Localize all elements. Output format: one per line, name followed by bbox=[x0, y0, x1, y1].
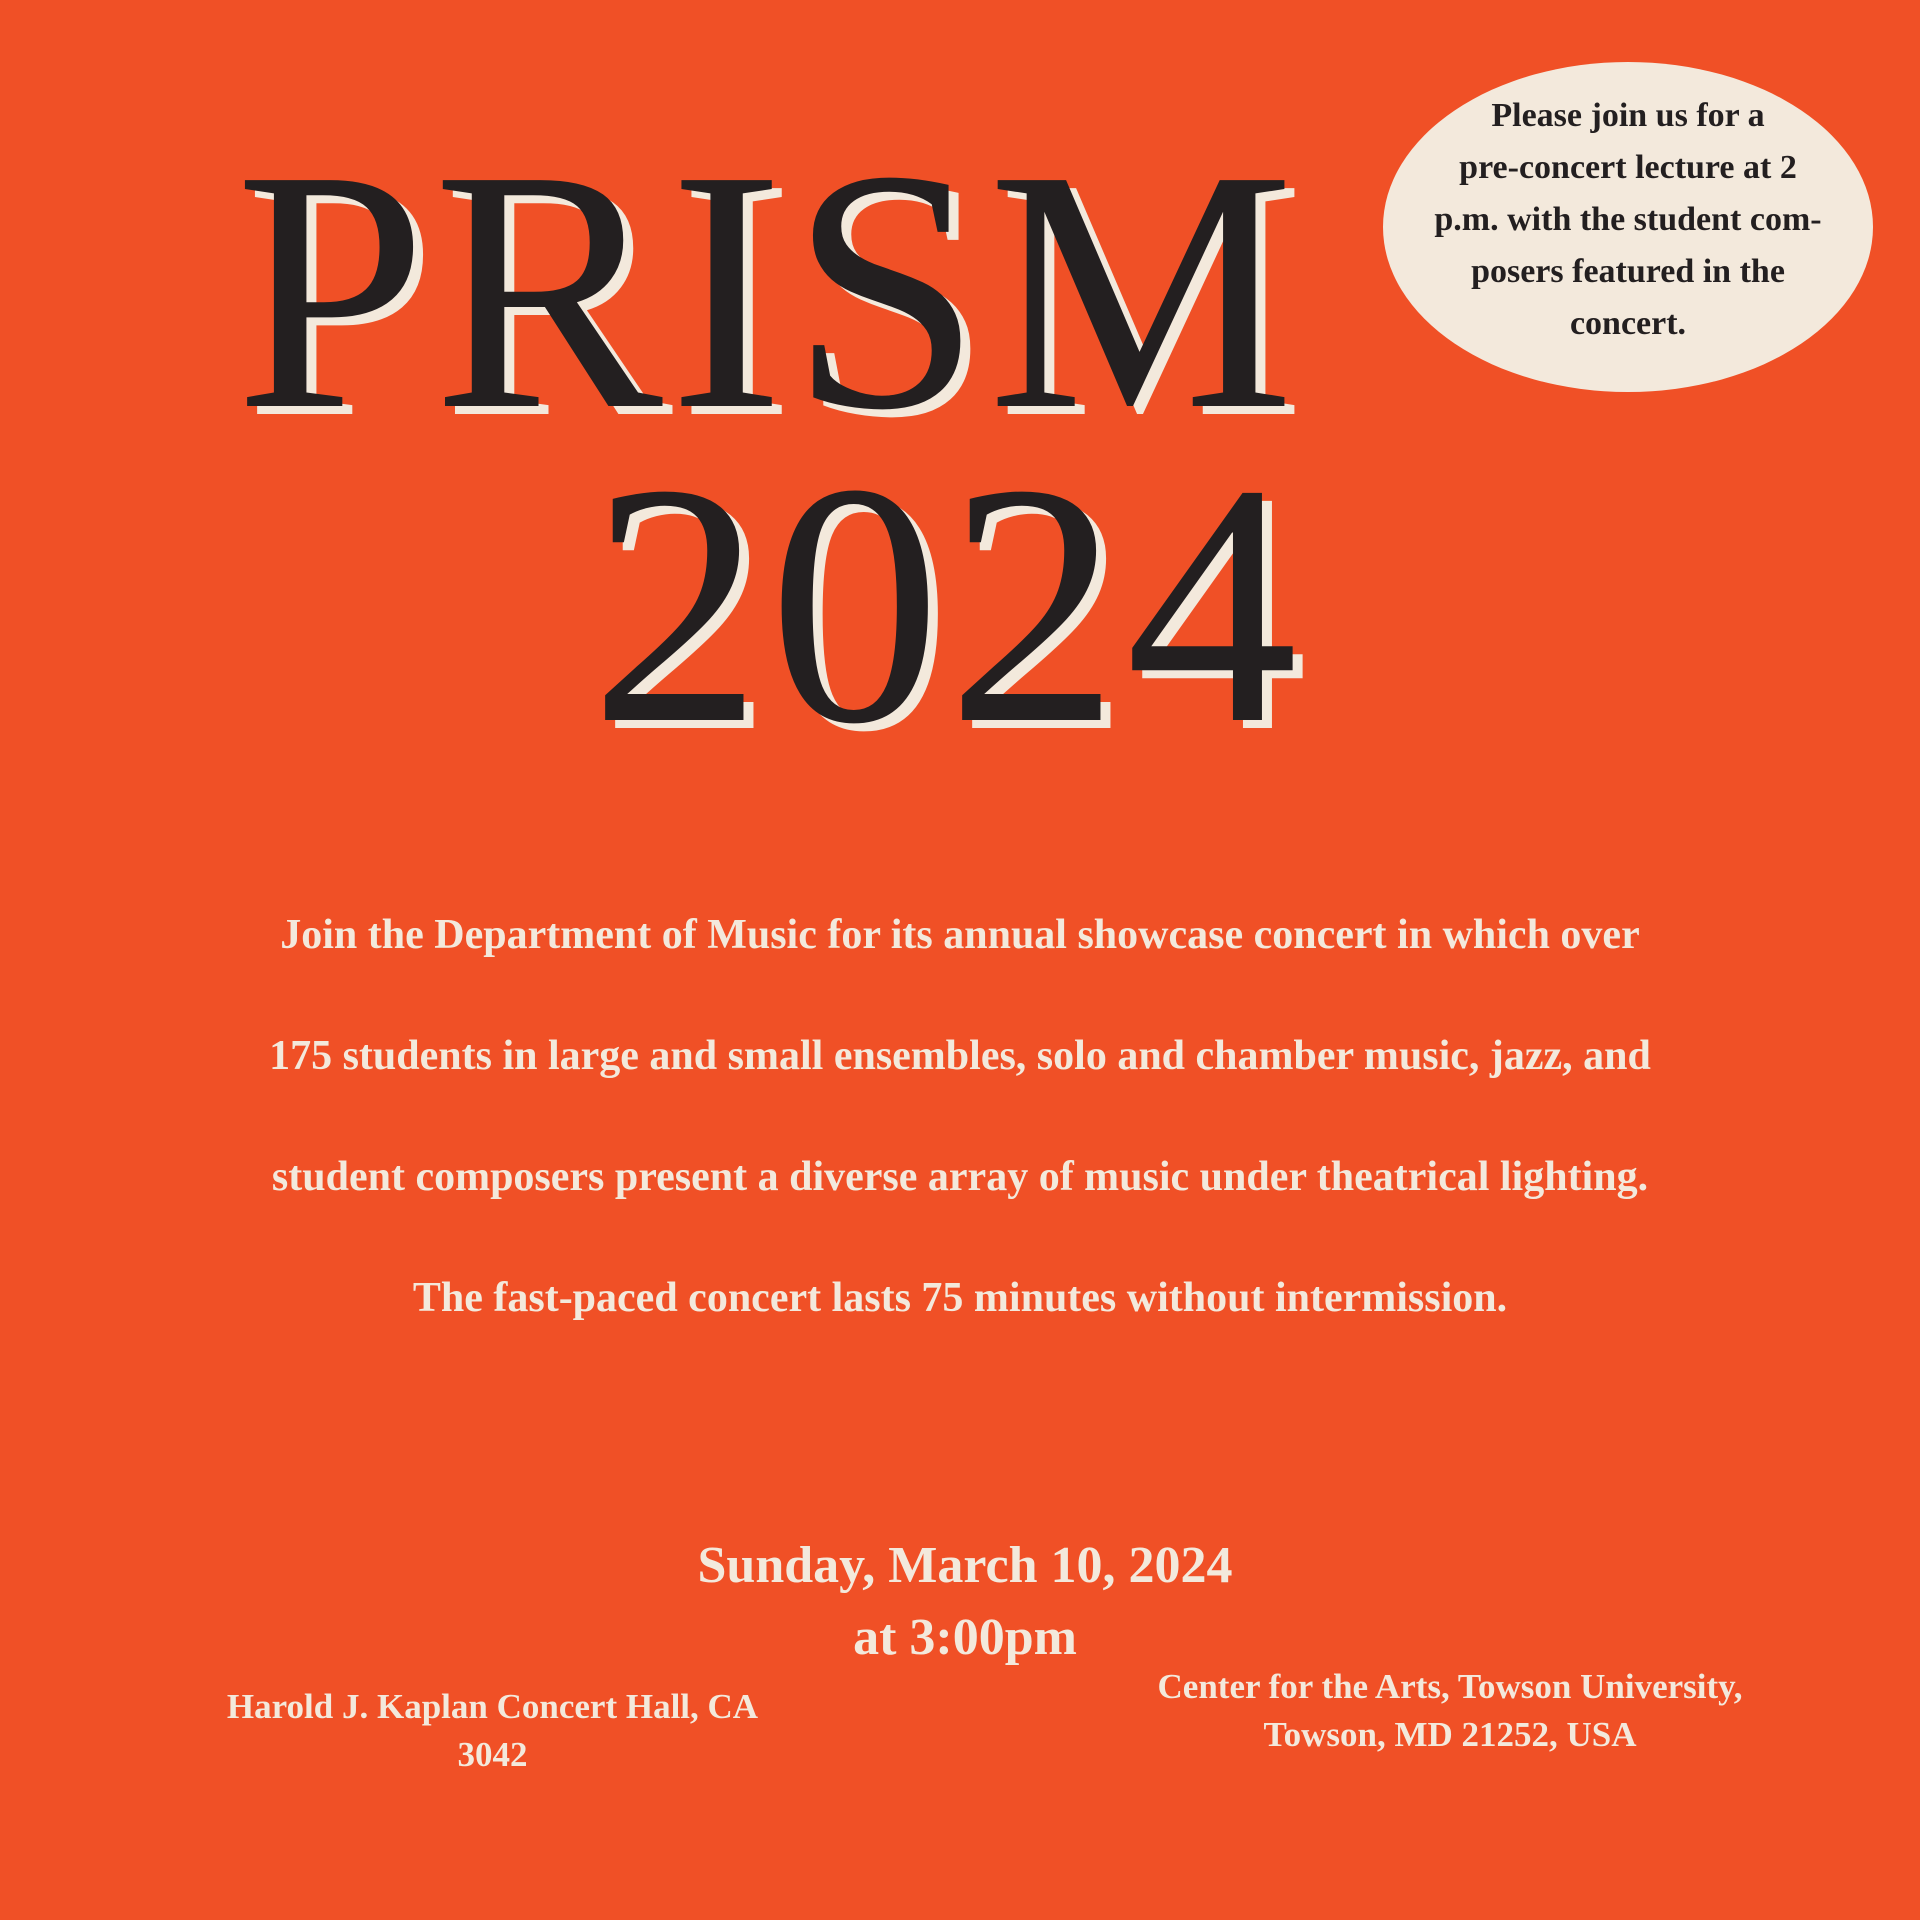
description-line: The fast-paced concert lasts 75 minutes without intermission. bbox=[412, 1275, 1508, 1321]
venue-address bbox=[1100, 1663, 1800, 1759]
venue-hall bbox=[170, 1683, 815, 1779]
concert-date: Sunday, March 10, 2024 bbox=[697, 1537, 1233, 1594]
concert-time: at 3:00pm bbox=[853, 1609, 1077, 1666]
venue-address-line: Towson, MD 21252, USA bbox=[1263, 1715, 1637, 1754]
description-line: student composers present a diverse array of music under theatrical lighting. bbox=[271, 1154, 1649, 1200]
venue-hall-line: Harold J. Kaplan Concert Hall, CA bbox=[226, 1687, 759, 1726]
concert-description bbox=[140, 875, 1780, 1359]
venue-hall-line: 3042 bbox=[457, 1735, 528, 1774]
description-line: 175 students in large and small ensembles, solo and chamber music, jazz, and bbox=[269, 1033, 1651, 1079]
concert-date-time bbox=[560, 1530, 1370, 1674]
poster-title: PRISM bbox=[235, 99, 1301, 481]
description-line: Join the Department of Music for its annual showcase concert in which over bbox=[280, 912, 1640, 958]
venue-address-line: Center for the Arts, Towson University, bbox=[1157, 1667, 1743, 1706]
poster-year: 2024 bbox=[590, 413, 1304, 795]
pre-concert-lecture-text: Please join us for a pre-concert lecture at 2 p.m. with the student com- posers featured in the concert. bbox=[1434, 97, 1822, 342]
pre-concert-lecture-bubble bbox=[1383, 62, 1873, 392]
